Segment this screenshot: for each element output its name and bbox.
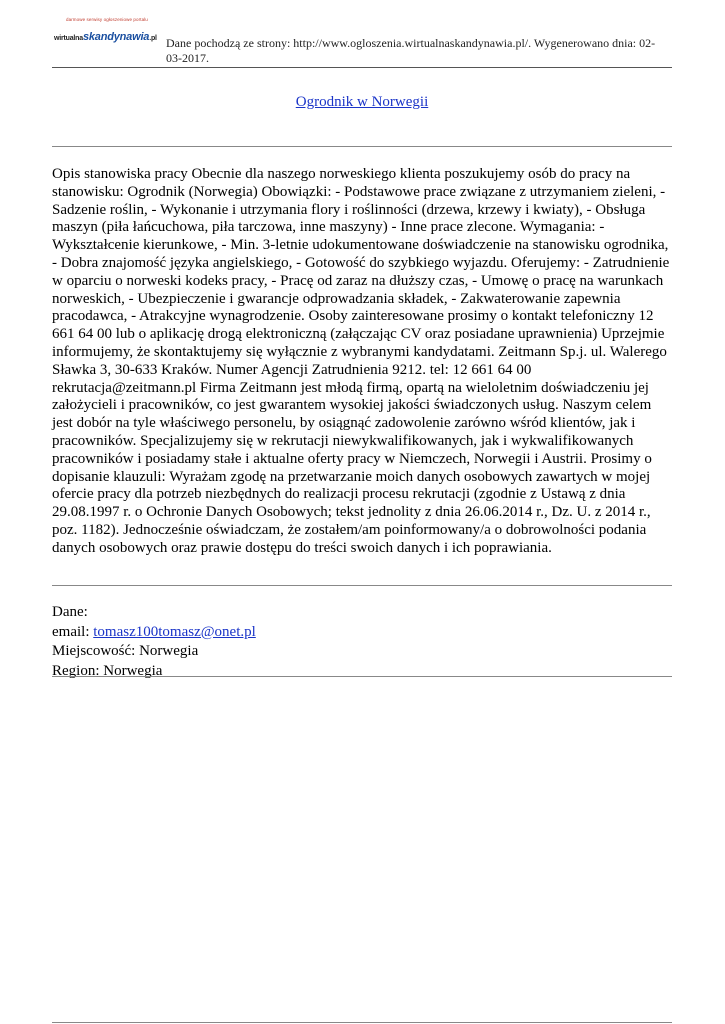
region-label: Region: (52, 662, 104, 679)
email-link[interactable]: tomasz100tomasz@onet.pl (93, 623, 256, 640)
logo-word-3: .pl (149, 35, 157, 42)
region-value: Norwegia (103, 662, 163, 679)
location-label: Miejscowość: (52, 643, 140, 659)
footer-divider (52, 1022, 672, 1023)
title-divider (52, 146, 672, 147)
contact-region-row (52, 662, 672, 682)
site-logo (52, 14, 158, 44)
description-divider (52, 585, 672, 586)
contact-email-row (52, 623, 672, 643)
logo-tagline: darmowe serwisy ogłoszeniowe portalu (66, 17, 148, 22)
page-title-link[interactable]: Ogrodnik w Norwegii (295, 94, 429, 110)
page-header (52, 14, 672, 68)
logo-word-1: wirtualna (54, 35, 83, 42)
logo-word-2: skandynawia (82, 31, 150, 43)
contact-heading: Dane: (52, 604, 88, 620)
header-divider (52, 67, 672, 68)
job-description: Opis stanowiska pracy Obecnie dla naszego norweskiego klienta poszukujemy osób do pracy na stanowisku: Ogrodnik (Norwegia) Obowiązki: - Podstawowe prace związane z utrzymaniem zieleni, - Sadzenie roślin, - Wykonanie i utrzymania flory i roślinności (drzewa, krzewy i kwiaty), - Obsługa maszyn (piła łańcuchowa, piła tarczowa, inne maszyny) - Inne prace zlecone. Wymagania: - Wykształcenie kierunkowe, - Min. 3-letnie udokumentowane doświadczenie na stanowisku ogrodnika, - Dobra znajomość języka angielskiego, - Gotowość do szybkiego wyjazdu. Oferujemy: - Zatrudnienie w oparciu o norweski kodeks pracy, - Pracę od zaraz na dłuższy czas, - Umowę o pracę na warunkach norweskich, - Ubezpieczenie i gwarancje odprowadzania składek, - Zakwaterowanie zapewnia pracodawca, - Atrakcyjne wynagrodzenie. Osoby zainteresowane prosimy o kontakt telefoniczny 12 661 64 00 lub o aplikację drogą elektroniczną (załączając CV oraz posiadane uprawnienia) Uprzejmie informujemy, że skontaktujemy się wyłącznie z wybranymi kandydatami. Zeitmann Sp.j. ul. Walerego Sławka 3, 30-633 Kraków. Numer Agencji Zatrudnienia 9212. tel: 12 661 64 00 rekrutacja@zeitmann.pl Firma Zeitmann jest młodą firmą, opartą na wieloletnim doświadczeniu jej założycieli i pracowników, co jest gwarantem wysokiej jakości świadczonych usług. Naszym celem jest dobór na tyle właściwego personelu, by osiągnąć zadowolenie zarówno wśród klientów, jak i pracowników. Specjalizujemy się w rekrutacji niewykwalifikowanych, jak i wykwalifikowanych pracowników i posiadamy stałe i aktualne oferty pracy w Niemczech, Norwegii i Austrii. Prosimy o dopisanie klauzuli: Wyrażam zgodę na przetwarzanie moich danych osobowych zawartych w mojej ofercie pracy dla potrzeb niezbędnych do realizacji procesu rekrutacji (zgodnie z Ustawą z dnia 29.08.1997 r. o Ochronie Danych Osobowych; tekst jednolity z dnia 26.06.2014 r., Dz. U. z 2014 r., poz. 1182). Jednocześnie oświadczam, że zostałem/am poinformowany/a o dobrowolności podania danych osobowych oraz prawie dostępu do treści swoich danych i ich poprawiania. (52, 166, 670, 556)
logo-wordmark (54, 27, 157, 45)
contact-section (52, 603, 672, 681)
contact-divider (52, 676, 672, 677)
source-note: Dane pochodzą ze strony: http://www.ogloszenia.wirtualnaskandynawia.pl/. Wygenerowano dnia: 02-03-2017. (166, 36, 656, 65)
location-value: Norwegia (139, 643, 199, 659)
contact-location-row (52, 642, 672, 662)
email-label: email: (52, 623, 94, 640)
